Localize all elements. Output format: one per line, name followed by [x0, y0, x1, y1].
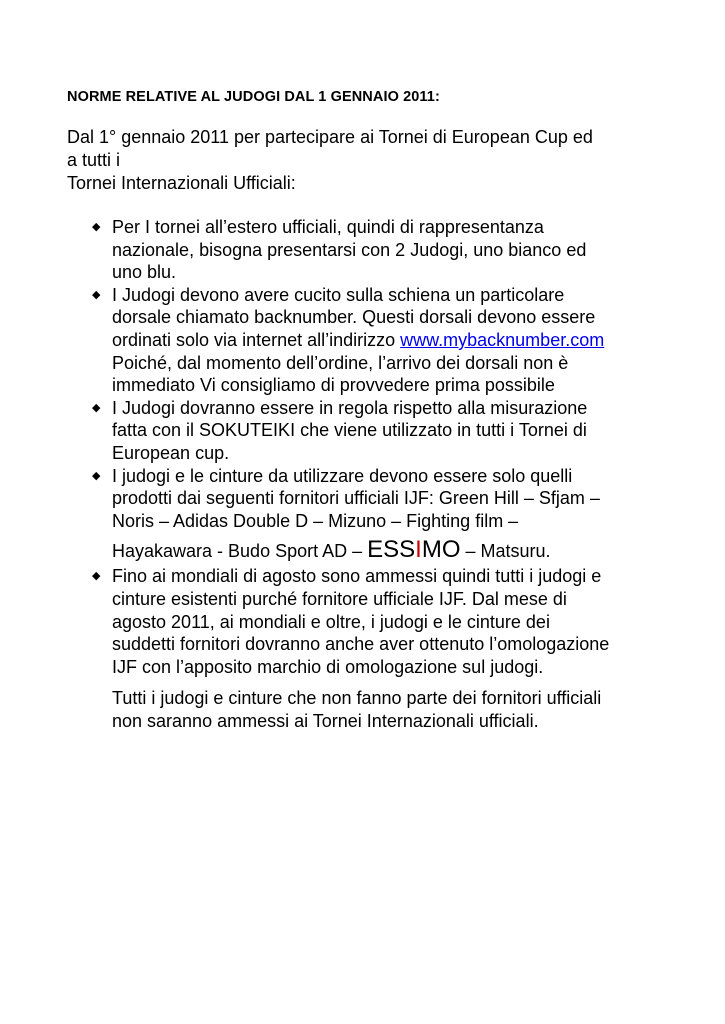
list-item-line [112, 536, 668, 565]
list-item-line: Noris – Adidas Double D – Mizuno – Fighting film – [112, 510, 519, 531]
intro-line: a tutti i [67, 150, 121, 170]
essimo-brand [367, 536, 460, 563]
diamond-bullet-icon: ◆ [92, 221, 101, 233]
diamond-bullet-icon: ◆ [92, 401, 101, 414]
list-item-line: suddetti fornitori dovranno anche aver ottenuto l’omologazione [112, 634, 610, 655]
list-item-line: Poiché, dal momento dell’ordine, l’arrivo dei dorsali non è [112, 352, 569, 373]
essimo-part: ESS [367, 536, 416, 564]
list-item-line: nazionale, bisogna presentarsi con 2 Judogi, uno bianco ed [112, 239, 587, 260]
closing-line: Tutti i judogi e cinture che non fanno parte dei fornitori ufficiali [112, 688, 602, 708]
list-item-line: immediato Vi consigliamo di provvedere prima possibile [112, 375, 555, 396]
closing-line: non saranno ammessi ai Tornei Internazionali ufficiali. [112, 710, 539, 731]
list-item-text: Hayakawara - Budo Sport AD – [112, 541, 368, 562]
list-item-line: I judogi e le cinture da utilizzare devono essere solo quelli [112, 465, 573, 486]
intro-paragraph [67, 126, 687, 195]
list-item-line: I Judogi dovranno essere in regola rispetto alla misurazione [112, 397, 588, 418]
intro-line: Dal 1° gennaio 2011 per partecipare ai Tornei di European Cup ed [67, 127, 593, 147]
list-item-backnumber [88, 284, 668, 397]
list-item-line: European cup. [112, 442, 230, 463]
list-item-line: agosto 2011, ai mondiali e oltre, i judogi e le cinture dei [112, 611, 550, 632]
list-item-two-judogi [88, 216, 668, 284]
list-item-line [112, 329, 668, 352]
list-item-line: fatta con il SOKUTEIKI che viene utilizzato in tutti i Tornei di [112, 420, 587, 441]
list-item-line: I Judogi devono avere cucito sulla schiena un particolare [112, 284, 565, 305]
mybacknumber-link[interactable]: www.mybacknumber.com [400, 329, 605, 350]
closing-paragraph [112, 687, 692, 732]
list-item-text: – Matsuru. [460, 541, 551, 562]
list-item-mondiali [88, 565, 668, 678]
list-item-line: IJF con l’apposito marchio di omologazione sul judogi. [112, 656, 544, 677]
list-item-line: cinture esistenti purché fornitore ufficiale IJF. Dal mese di [112, 588, 567, 609]
list-item-line: dorsale chiamato backnumber. Questi dorsali devono essere [112, 307, 596, 328]
diamond-bullet-icon: ◆ [92, 469, 101, 482]
list-item-text: ordinati solo via internet all’indirizzo [112, 329, 401, 350]
list-item-sokuteiki [88, 397, 668, 465]
list-item-line: uno blu. [112, 262, 177, 283]
essimo-part: MO [421, 536, 461, 564]
list-item-line: prodotti dai seguenti fornitori ufficiali IJF: Green Hill – Sfjam – [112, 488, 600, 509]
intro-line: Tornei Internazionali Ufficiali: [67, 173, 296, 193]
diamond-bullet-icon: ◆ [92, 570, 101, 583]
diamond-bullet-icon: ◆ [92, 288, 101, 301]
rules-list [88, 216, 668, 678]
list-item-suppliers [88, 465, 668, 566]
essimo-highlight: I [415, 536, 422, 564]
document-title: NORME RELATIVE AL JUDOGI DAL 1 GENNAIO 2011: [67, 89, 440, 105]
list-item-line: Per I tornei all’estero ufficiali, quindi di rappresentanza [112, 217, 544, 237]
list-item-line: Fino ai mondiali di agosto sono ammessi quindi tutti i judogi e [112, 566, 602, 587]
